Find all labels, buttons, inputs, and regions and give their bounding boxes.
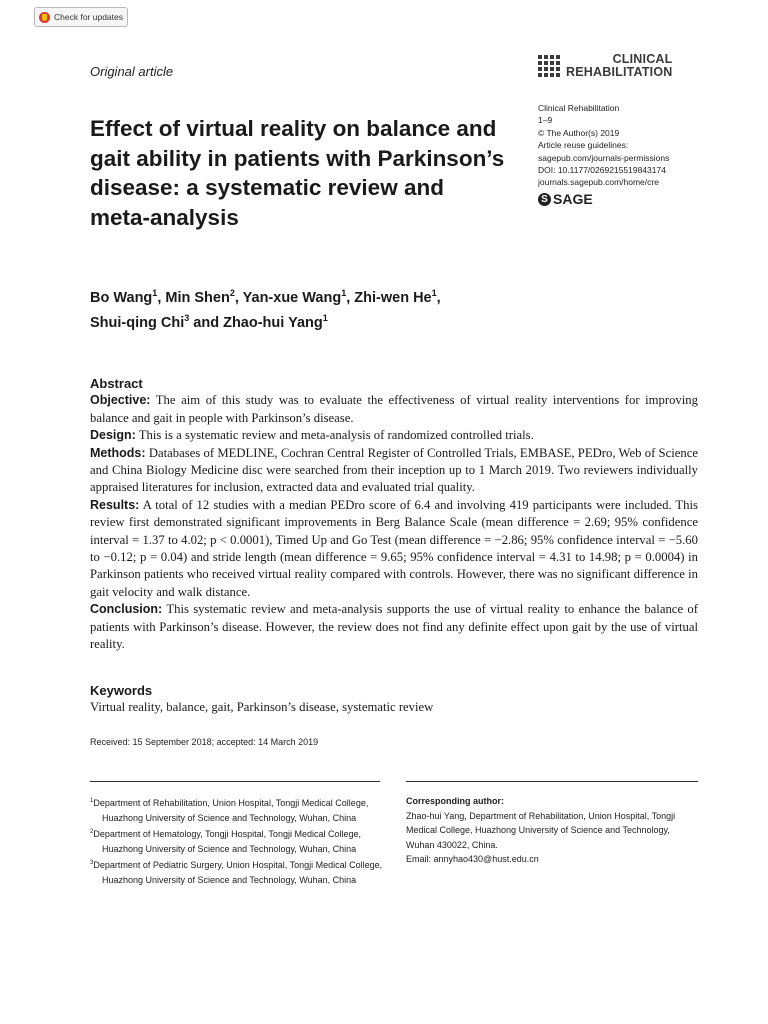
article-title: Effect of virtual reality on balance and gait ability in patients with Parkinson’s disease: a systematic review and meta-analysis bbox=[90, 116, 505, 230]
footer-divider bbox=[406, 781, 698, 782]
permissions-link[interactable]: sagepub.com/journals-permissions bbox=[538, 152, 670, 163]
publisher-name: SAGE bbox=[553, 191, 593, 207]
affiliation: $^2$Department of Hematology, Tongji Hospital, Tongji Medical College, Huazhong University of Science and Technology, Wuhan, China bbox=[90, 829, 361, 854]
journal-meta bbox=[538, 102, 669, 189]
author-list: Bo Wang$^1$, Min Shen$^2$, Yan-xue Wang$^1$, Zhi-wen He$^1$, Shui-qing Chi$^3$ and Zhao-hui Yang$^1$ bbox=[90, 288, 441, 331]
abstract-design: Design: This is a systematic review and meta-analysis of randomized controlled trials. bbox=[90, 428, 534, 443]
author: Bo Wang$^1$ bbox=[90, 288, 158, 306]
keywords bbox=[90, 683, 698, 715]
reuse-guidelines-label: Article reuse guidelines: bbox=[538, 140, 629, 151]
keywords-heading: Keywords bbox=[90, 683, 153, 698]
journal-dot-grid-icon bbox=[538, 55, 560, 77]
affiliation: $^3$Department of Pediatric Surgery, Union Hospital, Tongji Medical College, Huazhong University of Science and Technology, Wuhan, China bbox=[90, 860, 383, 885]
affiliation: $^1$Department of Rehabilitation, Union Hospital, Tongji Medical College, Huazhong University of Science and Technology, Wuhan, China bbox=[90, 798, 369, 823]
journal-title-line: Clinical Rehabilitation bbox=[538, 103, 620, 113]
author: Yan-xue Wang$^1$ bbox=[242, 288, 347, 306]
page-range: 1–9 bbox=[538, 115, 553, 126]
corresponding-email[interactable]: Email: annyhao430@hust.edu.cn bbox=[406, 854, 539, 865]
corresponding-author bbox=[406, 794, 698, 867]
affiliations bbox=[90, 794, 390, 888]
keywords-text: Virtual reality, balance, gait, Parkinson’s disease, systematic review bbox=[90, 700, 434, 714]
sage-s-icon: S bbox=[538, 193, 551, 206]
footer-divider bbox=[90, 781, 380, 782]
corresponding-address: Zhao-hui Yang, Department of Rehabilitation, Union Hospital, Tongji Medical College, Huazhong University of Science and Technology, Wuhan 430022, China. bbox=[406, 810, 676, 850]
author: Zhi-wen He$^1$ bbox=[354, 288, 437, 306]
abstract-conclusion: Conclusion: This systematic review and meta-analysis supports the use of virtual reality to enhance the balance of patients with Parkinson’s disease. However, the review does not find any definite effect upon gait by the use of virtual reality. bbox=[90, 602, 698, 652]
check-for-updates-label: Check for updates bbox=[54, 12, 123, 22]
crossmark-icon bbox=[39, 12, 50, 23]
journal-home-link[interactable]: journals.sagepub.com/home/cre bbox=[538, 177, 659, 188]
abstract-heading: Abstract bbox=[90, 376, 143, 391]
journal-logo bbox=[538, 53, 673, 79]
publisher-logo bbox=[538, 191, 593, 207]
article-type: Original article bbox=[90, 64, 174, 79]
abstract bbox=[90, 375, 698, 654]
abstract-methods: Methods: Databases of MEDLINE, Cochran Central Register of Controlled Trials, EMBASE, PEDro, Web of Science and China Biology Medicine disc were searched from their inception up to 1 March 2019. Two reviewers individually appraised literatures for inclusion, extracted data and evaluated trial quality. bbox=[90, 445, 699, 495]
author: Shui-qing Chi$^3$ bbox=[90, 312, 190, 331]
corresponding-heading: Corresponding author: bbox=[406, 796, 504, 806]
author: Min Shen$^2$ bbox=[165, 288, 235, 306]
journal-name: CLINICAL REHABILITATION bbox=[566, 52, 673, 79]
copyright: © The Author(s) 2019 bbox=[538, 127, 620, 138]
abstract-results: Results: A total of 12 studies with a median PEDro score of 6.4 and involving 419 participants were included. This review first demonstrated significant improvements in Berg Balance Scale (mean difference = 2.69; 95% confidence interval = 1.37 to 4.02; p < 0.0001), Timed Up and Go Test (mean difference = −2.86; 95% confidence interval = −5.60 to −0.12; p = 0.04) and stride length (mean difference = 9.65; 95% confidence interval = 4.31 to 14.98; p = 0.0004) in Parkinson patients who received virtual reality compared with controls. However, there was no significant difference in gait velocity and walk distance. bbox=[90, 497, 698, 599]
abstract-objective: Objective: The aim of this study was to evaluate the effectiveness of virtual reality interventions for improving balance and gait in people with Parkinson’s disease. bbox=[90, 393, 698, 425]
doi[interactable]: DOI: 10.1177/0269215519843174 bbox=[538, 165, 666, 176]
check-for-updates-button[interactable] bbox=[34, 7, 128, 27]
author: Zhao-hui Yang$^1$ bbox=[223, 312, 328, 331]
received-dates: Received: 15 September 2018; accepted: 14 March 2019 bbox=[90, 737, 319, 747]
